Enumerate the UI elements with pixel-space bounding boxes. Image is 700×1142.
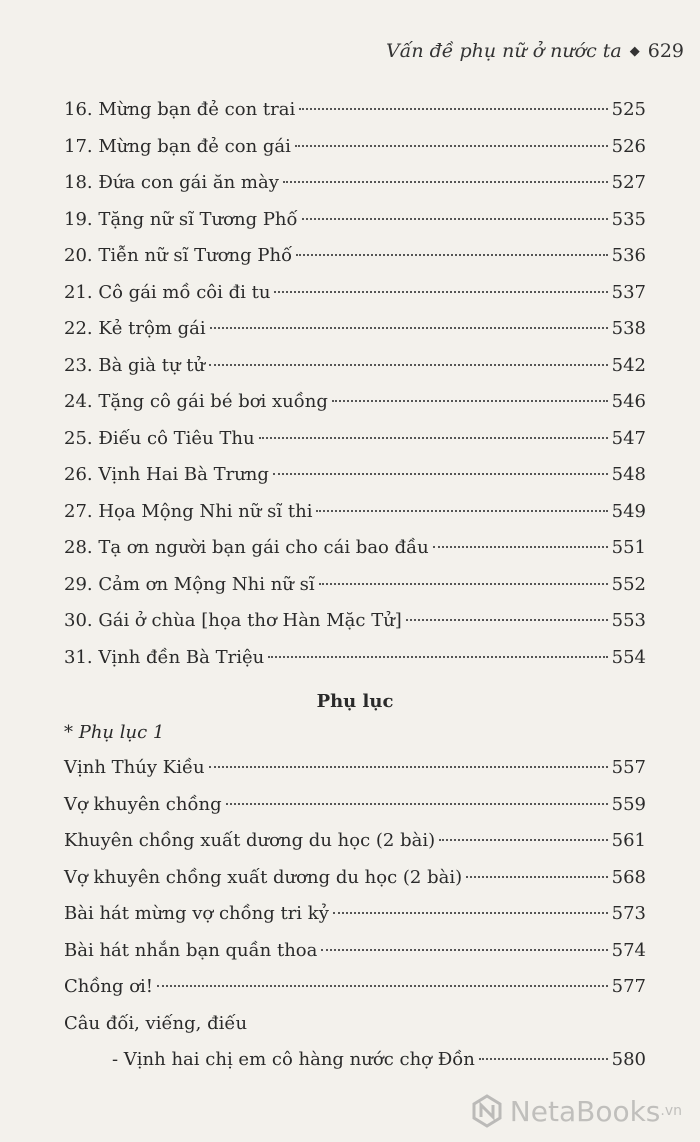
dot-leader: [209, 364, 608, 366]
watermark: [470, 1094, 682, 1128]
toc-entry-page: 559: [611, 793, 646, 815]
toc-entry: [64, 275, 646, 312]
toc-entry-title: 21. Cô gái mồ côi đi tu: [64, 281, 271, 303]
dot-leader: [466, 876, 608, 878]
toc-entry: [64, 530, 646, 567]
toc-entry-title: 30. Gái ở chùa [họa thơ Hàn Mặc Tử]: [64, 610, 402, 631]
dot-leader: [259, 437, 608, 439]
dot-leader: [302, 218, 608, 220]
toc-entry: [64, 202, 646, 239]
toc-entry-page: 548: [611, 464, 646, 485]
dot-leader: [210, 327, 608, 329]
dot-leader: [316, 510, 607, 512]
toc-entry-title: 28. Tạ ơn người bạn gái cho cái bao đầu: [64, 537, 429, 558]
toc-entry-page: 536: [611, 245, 646, 266]
toc-entry-title: 19. Tặng nữ sĩ Tương Phố: [64, 208, 298, 230]
toc-entry-title: Vợ khuyên chồng xuất dương du học (2 bài): [64, 866, 463, 888]
toc-entry-page: 557: [611, 757, 646, 778]
dot-leader: [321, 949, 607, 951]
toc-entry: [64, 969, 646, 1006]
toc-entry: [64, 933, 646, 970]
toc-entry-page: 577: [611, 976, 646, 997]
toc-entry: [64, 640, 646, 677]
dot-leader: [157, 985, 608, 987]
dot-leader: [296, 254, 608, 256]
watermark-suffix: .vn: [660, 1103, 682, 1119]
dot-leader: [406, 619, 608, 621]
running-header: [386, 40, 684, 62]
toc-entry: [64, 129, 646, 166]
toc-entry-title: 24. Tặng cô gái bé bơi xuồng: [64, 391, 328, 412]
toc-entry-page: 525: [611, 99, 646, 120]
toc-entry: [64, 896, 646, 933]
toc-entry-title: Bài hát nhắn bạn quần thoa: [64, 939, 318, 961]
toc-entry-title: Chồng ơi!: [64, 976, 154, 997]
toc-entry: [64, 494, 646, 531]
group-label: Câu đối, viếng, điếu: [64, 1012, 248, 1034]
toc-entry: [64, 603, 646, 640]
toc-entry-page: 538: [611, 318, 646, 339]
toc-entry: [64, 384, 646, 421]
dot-leader: [433, 546, 608, 548]
running-header-title: Vấn đề phụ nữ ở nước ta: [385, 40, 622, 62]
toc-entry-title: 18. Đứa con gái ăn mày: [64, 172, 279, 193]
toc-entry: [64, 567, 646, 604]
dot-leader: [439, 839, 608, 841]
toc-entry-title: 31. Vịnh đền Bà Triệu: [64, 646, 265, 668]
toc-entry-title: 23. Bà già tự tử: [64, 354, 206, 376]
toc-entry-title: 27. Họa Mộng Nhi nữ sĩ thi: [64, 500, 313, 522]
toc-entry-page: 574: [611, 939, 646, 961]
toc-entry: [64, 457, 646, 494]
diamond-separator-icon: ◆: [629, 44, 640, 59]
toc-entry-page: 546: [611, 391, 646, 412]
toc-entry-title: Bài hát mừng vợ chồng tri kỷ: [64, 903, 329, 924]
toc-entry-title: Vịnh Thúy Kiều: [64, 757, 205, 778]
toc-entry-page: 552: [611, 573, 646, 595]
toc-entry-page: 554: [611, 646, 646, 668]
dot-leader: [295, 145, 608, 147]
toc-main-list: [64, 92, 646, 676]
toc-entry-page: 568: [611, 866, 646, 888]
toc-entry: [64, 311, 646, 348]
watermark-brand: NetaBooks: [509, 1094, 661, 1128]
toc-entry-page: 553: [611, 610, 646, 631]
toc-entry-title: 22. Kẻ trộm gái: [64, 318, 206, 339]
toc-entry-title: 20. Tiễn nữ sĩ Tương Phố: [64, 245, 293, 266]
appendix-subheading: * Phụ lục 1: [64, 722, 165, 743]
toc-entry-page: 526: [611, 135, 646, 157]
toc-entry-title: - Vịnh hai chị em cô hàng nước chợ Đồn: [112, 1048, 475, 1070]
toc-entry: [64, 750, 646, 787]
toc-entry: [64, 92, 646, 129]
dot-leader: [226, 803, 608, 805]
toc-entry-title: 25. Điếu cô Tiêu Thu: [64, 427, 255, 449]
toc-appendix-list: [64, 750, 646, 1006]
toc-entry-title: 29. Cảm ơn Mộng Nhi nữ sĩ: [64, 573, 315, 595]
toc-entry-title: 26. Vịnh Hai Bà Trưng: [64, 464, 269, 485]
toc-entry-page: 547: [611, 427, 646, 449]
toc-entry-page: 561: [611, 830, 646, 851]
toc-entry-page: 549: [611, 500, 646, 522]
toc-entry-title: Khuyên chồng xuất dương du học (2 bài): [64, 830, 436, 851]
dot-leader: [283, 181, 608, 183]
dot-leader: [273, 473, 608, 475]
dot-leader: [268, 656, 607, 658]
dot-leader: [333, 912, 608, 914]
toc-entry: [64, 238, 646, 275]
dot-leader: [299, 108, 607, 110]
toc-entry-page: 551: [611, 537, 646, 558]
page-number: 629: [647, 40, 684, 62]
dot-leader: [274, 291, 607, 293]
toc-entry: [64, 1042, 646, 1079]
toc-entry-title: Vợ khuyên chồng: [64, 793, 222, 815]
toc-entry-title: 16. Mừng bạn đẻ con trai: [64, 99, 296, 120]
dot-leader: [479, 1058, 608, 1060]
toc-entry-page: 542: [611, 354, 646, 376]
toc-entry: [64, 421, 646, 458]
toc-entry: [64, 823, 646, 860]
toc-entry-page: 580: [611, 1048, 646, 1070]
toc-entry: [64, 787, 646, 824]
dot-leader: [209, 766, 608, 768]
toc-entry: [64, 348, 646, 385]
dot-leader: [319, 583, 608, 585]
toc-entry-page: 537: [611, 281, 646, 303]
toc-entry: [64, 860, 646, 897]
toc-entry: [64, 165, 646, 202]
netabooks-logo-icon: [470, 1094, 504, 1128]
appendix-heading: Phụ lục: [316, 691, 394, 712]
toc-entry-title: 17. Mừng bạn đẻ con gái: [64, 135, 291, 157]
dot-leader: [332, 400, 608, 402]
toc-entry-page: 527: [611, 172, 646, 193]
toc-entry-page: 535: [611, 208, 646, 230]
toc-entry-page: 573: [611, 903, 646, 924]
table-of-contents: [64, 92, 646, 1078]
